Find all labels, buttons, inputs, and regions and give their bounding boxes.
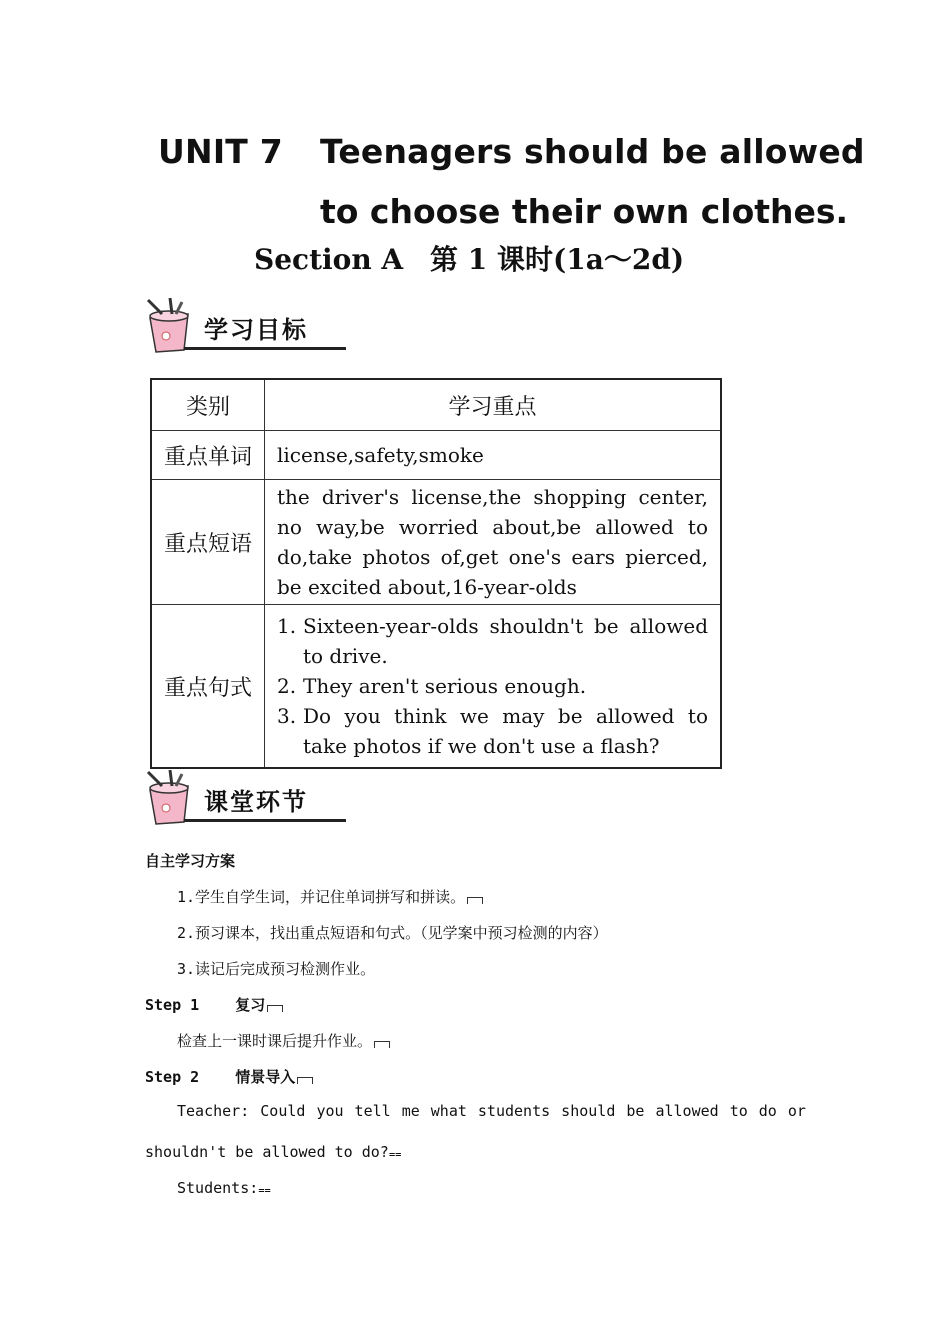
pencil-cup-icon bbox=[140, 296, 200, 354]
title-line-2: to choose their own clothes. bbox=[320, 192, 849, 231]
title-line-1 bbox=[158, 132, 865, 171]
row-content bbox=[265, 605, 722, 769]
edit-mark-icon bbox=[297, 1077, 313, 1084]
edit-mark-icon bbox=[467, 897, 483, 904]
answer-mark-icon: ⩵ bbox=[258, 1183, 271, 1196]
step-2-heading bbox=[145, 1066, 313, 1087]
banner-underline bbox=[184, 347, 346, 350]
goals-table bbox=[150, 378, 722, 769]
step-title: 情景导入 bbox=[235, 1068, 296, 1086]
plan-heading: 自主学习方案 bbox=[145, 852, 236, 870]
goals-banner bbox=[140, 296, 350, 354]
teacher-line-2 bbox=[145, 1143, 401, 1161]
header-focus: 学习重点 bbox=[265, 379, 722, 431]
word: what bbox=[430, 1102, 467, 1120]
plan-item bbox=[177, 886, 483, 907]
plan-item: 2.预习课本，找出重点短语和句式。（见学案中预习检测的内容） bbox=[177, 924, 608, 942]
subtitle bbox=[254, 238, 684, 278]
class-banner bbox=[140, 768, 350, 826]
plan-item-text: 1.学生自学生词，并记住单词拼写和拼读。 bbox=[177, 888, 466, 906]
banner-underline bbox=[184, 819, 346, 822]
sentence-number: 2. bbox=[277, 674, 297, 698]
step-1-text bbox=[177, 1030, 390, 1051]
step-label: Step 1 bbox=[145, 996, 200, 1014]
step-1-heading bbox=[145, 994, 283, 1015]
word: should bbox=[561, 1102, 616, 1120]
class-banner-label: 课堂环节 bbox=[204, 788, 308, 816]
step-title: 复习 bbox=[235, 996, 266, 1014]
title-text-1: Teenagers should be allowed bbox=[320, 132, 865, 171]
word: Teacher: bbox=[177, 1102, 250, 1120]
edit-mark-icon bbox=[267, 1005, 283, 1012]
table-row bbox=[151, 605, 721, 769]
word: tell bbox=[354, 1102, 391, 1120]
goals-banner-label: 学习目标 bbox=[204, 316, 308, 344]
sentence-item bbox=[277, 611, 708, 671]
word: to bbox=[729, 1102, 748, 1120]
section-label: Section A bbox=[254, 243, 404, 276]
pencil-cup-icon bbox=[140, 768, 200, 826]
row-content: the driver's license,the shopping center, no way,be worried about,be allowed to do,take photos of,get one's ears pierced, be excited about,16-year-olds bbox=[265, 480, 722, 605]
row-category: 重点单词 bbox=[151, 431, 265, 480]
word: be bbox=[626, 1102, 645, 1120]
step-label: Step 2 bbox=[145, 1068, 200, 1086]
table-row bbox=[151, 431, 721, 480]
students-label: Students: bbox=[177, 1179, 259, 1197]
row-content: license,safety,smoke bbox=[265, 431, 722, 480]
teacher-line-2-text: shouldn't be allowed to do? bbox=[145, 1143, 389, 1161]
word: do bbox=[758, 1102, 777, 1120]
teacher-line-1 bbox=[177, 1102, 806, 1120]
sentence-item bbox=[277, 701, 708, 761]
table-header-row bbox=[151, 379, 721, 431]
row-category: 重点短语 bbox=[151, 480, 265, 605]
word: students bbox=[477, 1102, 551, 1120]
sentence-text: Do you think we may be allowed to take photos if we don't use a flash? bbox=[303, 704, 708, 758]
sentence-text: Sixteen-year-olds shouldn't be allowed to drive. bbox=[303, 614, 708, 668]
step-text: 检查上一课时课后提升作业。 bbox=[177, 1032, 373, 1050]
sentence-number: 1. bbox=[277, 614, 297, 638]
table-row bbox=[151, 480, 721, 605]
lesson-label: 第 1 课时(1a～2d) bbox=[430, 243, 685, 276]
sentence-item bbox=[277, 671, 708, 701]
sentence-number: 3. bbox=[277, 704, 297, 728]
plan-item: 3.读记后完成预习检测作业。 bbox=[177, 960, 376, 978]
answer-mark-icon: ⩵ bbox=[388, 1147, 402, 1160]
word: allowed bbox=[655, 1102, 719, 1120]
word: me bbox=[401, 1102, 420, 1120]
unit-label: UNIT 7 bbox=[158, 132, 283, 171]
header-category: 类别 bbox=[151, 379, 265, 431]
row-category: 重点句式 bbox=[151, 605, 265, 769]
sentence-text: They aren't serious enough. bbox=[303, 674, 587, 698]
word: you bbox=[316, 1102, 344, 1120]
students-line bbox=[177, 1179, 271, 1197]
edit-mark-icon bbox=[374, 1041, 390, 1048]
word: or bbox=[787, 1102, 806, 1120]
word: Could bbox=[260, 1102, 306, 1120]
